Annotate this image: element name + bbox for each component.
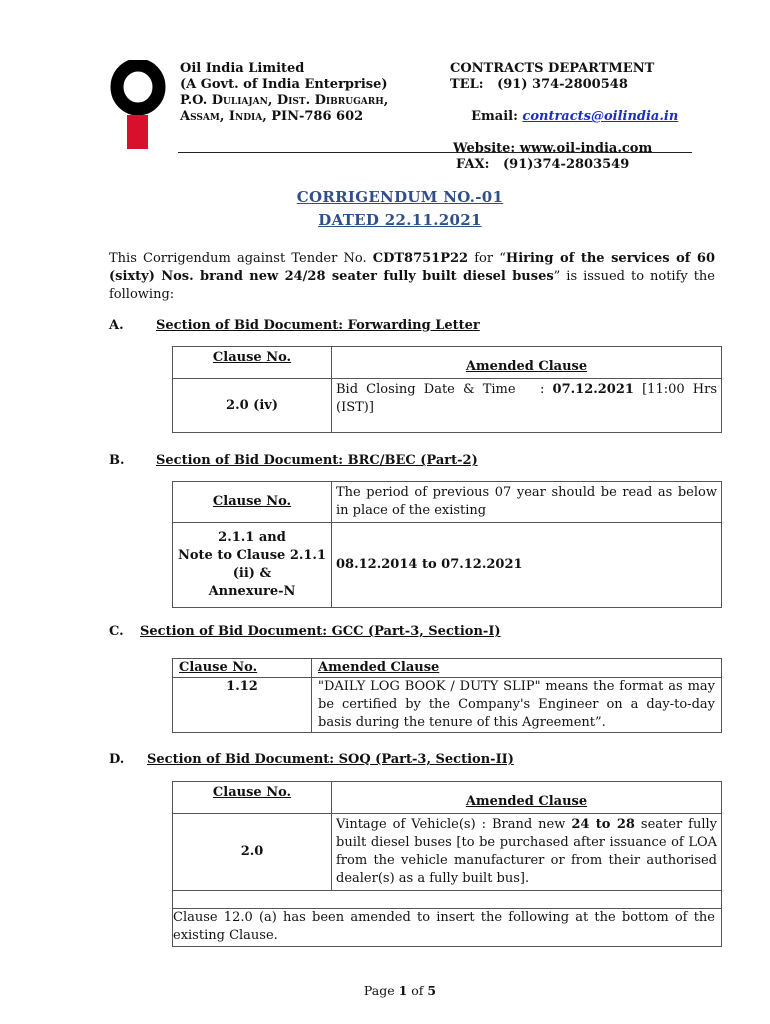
section-a-text-c: [11:00 Hrs (IST)] <box>336 382 717 415</box>
email-label: Email: <box>471 109 523 124</box>
col1-label: Clause No. <box>212 350 292 365</box>
col1-label: Clause No. <box>212 494 292 509</box>
section-c-clause: 1.12 <box>173 678 312 733</box>
fax: FAX: (91)374-2803549 <box>456 157 630 172</box>
section-c-col1-header <box>173 659 312 678</box>
col2-label: Amended Clause <box>465 359 588 374</box>
tender-number: CDT8751P22 <box>372 251 469 266</box>
section-c-title: Section of Bid Document: GCC (Part-3, Section-I) <box>140 624 501 639</box>
section-b-head-text: The period of previous 07 year should be read as below in place of the existing <box>332 482 722 523</box>
section-a-text-b: 07.12.2021 <box>552 382 634 397</box>
section-d-text-b: 24 to 28 <box>571 817 635 832</box>
company-po: P.O. Duliajan, Dist. Dibrugarh, <box>180 93 389 108</box>
clause-line: 2.1.1 and <box>218 530 286 545</box>
section-d-text-c: seater fully built diesel buses [to be purchased after issuance of LOA from the vehicle manufacturer or from their authorised dealer(s) as a fully built bus]. <box>336 817 717 886</box>
section-d-blank-row <box>173 891 722 909</box>
section-d-title: Section of Bid Document: SOQ (Part-3, Section-II) <box>147 752 514 767</box>
section-a-col2-header <box>332 347 722 379</box>
oil-india-logo <box>110 60 166 150</box>
section-d-note: Clause 12.0 (a) has been amended to insert the following at the bottom of the existing Clause. <box>173 909 722 947</box>
company-address <box>180 61 388 125</box>
page-footer <box>0 983 770 998</box>
contact-block <box>450 61 678 173</box>
intro-text-1: This Corrigendum against Tender No. <box>109 251 373 266</box>
section-b-amended: 08.12.2014 to 07.12.2021 <box>332 523 722 608</box>
section-c-col2-header <box>312 659 722 678</box>
col2-label: Amended Clause <box>465 794 588 809</box>
section-b-heading <box>156 453 478 468</box>
section-a-amended <box>332 379 722 433</box>
section-c-table <box>172 658 722 733</box>
section-a-letter: A. <box>109 318 124 333</box>
corrigendum-date: DATED 22.11.2021 <box>318 211 482 229</box>
clause-line: (ii) & <box>232 566 272 581</box>
header-divider <box>178 152 692 153</box>
page-total: 5 <box>427 983 437 998</box>
section-a-heading <box>156 318 480 333</box>
intro-paragraph <box>109 250 715 304</box>
company-name: Oil India Limited <box>180 61 305 76</box>
section-d-text-a: Vintage of Vehicle(s) : Brand new <box>336 817 572 832</box>
section-b-table <box>172 481 722 608</box>
section-d-clause: 2.0 <box>173 814 332 891</box>
section-d-amended <box>332 814 722 891</box>
section-d-table <box>172 781 722 947</box>
corrigendum-title: CORRIGENDUM NO.-01 <box>296 188 504 206</box>
company-type: (A Govt. of India Enterprise) <box>180 77 388 92</box>
section-c-letter: C. <box>109 624 124 639</box>
telephone: TEL: (91) 374-2800548 <box>450 77 628 92</box>
section-b-title: Section of Bid Document: BRC/BEC (Part-2) <box>156 453 478 468</box>
section-d-letter: D. <box>109 752 125 767</box>
tender-subject: Hiring of the services of 60 (sixty) Nos. brand new 24/28 seater fully built diesel buses <box>109 251 716 284</box>
section-c-heading <box>140 624 501 639</box>
section-b-letter: B. <box>109 453 125 468</box>
page-number: 1 <box>398 983 408 998</box>
section-a-clause: 2.0 (iv) <box>173 379 332 433</box>
section-a-text-a: Bid Closing Date & Time : <box>336 382 553 397</box>
page-of: of <box>407 983 428 998</box>
clause-line: Annexure-N <box>208 584 296 599</box>
intro-text-2: for “ <box>468 251 506 266</box>
section-a-title: Section of Bid Document: Forwarding Letter <box>156 318 480 333</box>
col1-label: Clause No. <box>179 660 258 675</box>
section-b-clause <box>173 523 332 608</box>
section-d-col2-header <box>332 782 722 814</box>
website: Website: www.oil-india.com <box>453 141 653 156</box>
department-name: CONTRACTS DEPARTMENT <box>450 61 655 76</box>
page-label: Page <box>363 983 399 998</box>
section-a-col1-header <box>173 347 332 379</box>
col1-label: Clause No. <box>212 785 292 800</box>
section-b-col1-header <box>173 482 332 523</box>
section-a-table <box>172 346 722 433</box>
section-c-amended: "DAILY LOG BOOK / DUTY SLIP" means the format as may be certified by the Company's Engineer on a day-to-day basis during the tenure of this Agreement”. <box>312 678 722 733</box>
section-d-heading <box>147 752 514 767</box>
company-state: Assam, India, PIN-786 602 <box>180 109 364 124</box>
intro-text-3: ” is issued to notify the following: <box>109 269 715 302</box>
section-d-col1-header <box>173 782 332 814</box>
col2-label: Amended Clause <box>318 660 440 675</box>
email-link[interactable]: contracts@oilindia.in <box>522 109 679 124</box>
clause-line: Note to Clause 2.1.1 <box>177 548 327 563</box>
